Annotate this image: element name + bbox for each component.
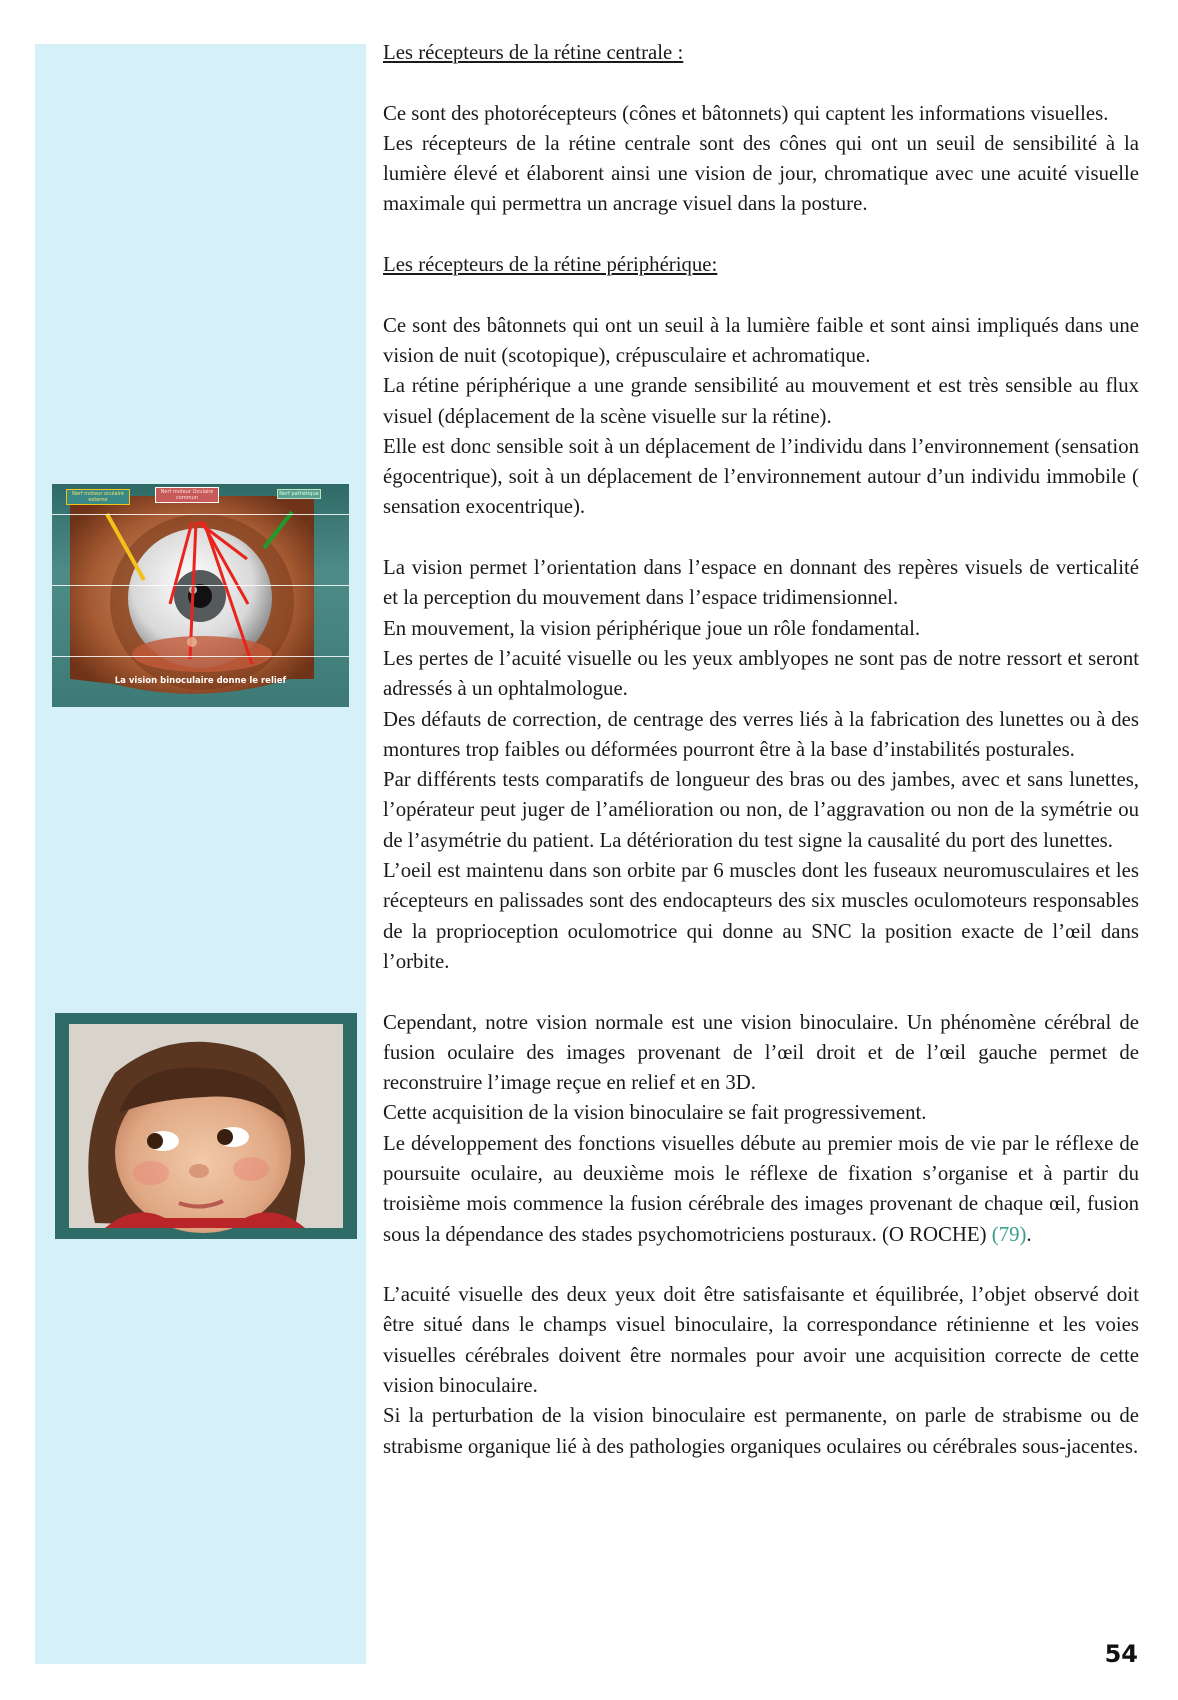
paragraph: Ce sont des bâtonnets qui ont un seuil à la lumière faible et sont ainsi impliqués dans une vision de nuit (scotopique), crépusculaire et achromatique. bbox=[383, 313, 1139, 367]
paragraph: Elle est donc sensible soit à un déplacement de l’individu dans l’environnement (sensation égocentrique), soit à un déplacement de l’environnement autour d’un individu immobile ( sensation exocentrique). bbox=[383, 434, 1139, 519]
page-number: 54 bbox=[1104, 1640, 1138, 1668]
eye-illustration bbox=[52, 484, 349, 707]
period: . bbox=[1026, 1222, 1032, 1246]
sidebar-panel bbox=[35, 44, 366, 1664]
figure-caption: La vision binoculaire donne le relief bbox=[114, 676, 287, 686]
paragraph: Des défauts de correction, de centrage des verres liés à la fabrication des lunettes ou à des montures trop faibles ou déformées pourront être à la base d’instabilités posturales. bbox=[383, 707, 1139, 761]
eye-muscles-figure bbox=[52, 484, 349, 707]
nerve-label-pathetic: Nerf pathétique bbox=[277, 489, 321, 499]
child-strabismus-photo bbox=[55, 1013, 357, 1239]
paragraph: Cependant, notre vision normale est une vision binoculaire. Un phénomène cérébral de fusion oculaire des images provenant de l’œil droit et de l’œil gauche permet de reconstruire l’image reçue en relief et en 3D. bbox=[383, 1010, 1139, 1095]
paragraph: Cette acquisition de la vision binoculaire se fait progressivement. bbox=[383, 1101, 927, 1125]
paragraph: La vision permet l’orientation dans l’espace en donnant des repères visuels de verticalité et la perception du mouvement dans l’espace tridimensionnel. bbox=[383, 556, 1139, 610]
child-photo-illustration bbox=[55, 1013, 357, 1239]
paragraph: La rétine périphérique a une grande sensibilité au mouvement et est très sensible au flux visuel (déplacement de la scène visuelle sur la rétine). bbox=[383, 374, 1139, 428]
paragraph: Par différents tests comparatifs de longueur des bras ou des jambes, avec et sans lunettes, l’opérateur peut juger de l’amélioration ou non, de l’aggravation ou non de la symétrie ou de l’asymétrie du patient. La détérioration du test signe la causalité du port des lunettes. bbox=[383, 768, 1139, 852]
paragraph: Si la perturbation de la vision binoculaire est permanente, on parle de strabisme ou de strabisme organique lié à des pathologies organiques oculaires ou cérébrales sous-jacentes. bbox=[383, 1404, 1139, 1458]
paragraph: Ce sont des photorécepteurs (cônes et bâtonnets) qui captent les informations visuelles. bbox=[383, 101, 1109, 125]
heading-peripheral-retina: Les récepteurs de la rétine périphérique: bbox=[383, 253, 718, 277]
nerve-label-external: Nerf moteur oculaire externe bbox=[66, 489, 130, 505]
citation-link[interactable]: (79) bbox=[991, 1222, 1027, 1246]
paragraph-text: Le développement des fonctions visuelles débute au premier mois de vie par le réflexe de poursuite oculaire, au deuxième mois le réflexe de fixation s’organise et à partir du troisième mois commence la fusion cérébrale des images provenant de chaque œil, fusion sous la dépendance des stades psychomotriciens posturaux. (O ROCHE) bbox=[383, 1131, 1139, 1246]
heading-central-retina: Les récepteurs de la rétine centrale : bbox=[383, 41, 684, 64]
paragraph: Les récepteurs de la rétine centrale sont des cônes qui ont un seuil de sensibilité à la lumière élevé et élaborent ainsi une vision de jour, chromatique avec une acuité visuelle maximale qui permettra un ancrage visuel dans la posture. bbox=[383, 131, 1139, 216]
main-text bbox=[383, 38, 1139, 1462]
paragraph: L’acuité visuelle des deux yeux doit être satisfaisante et équilibrée, l’objet observé doit être situé dans le champs visuel binoculaire, la correspondance rétinienne et les voies visuelles cérébrales doivent être normales pour avoir une acquisition correcte de cette vision binoculaire. bbox=[383, 1283, 1139, 1398]
paragraph: En mouvement, la vision périphérique joue un rôle fondamental. bbox=[383, 616, 921, 640]
paragraph: L’oeil est maintenu dans son orbite par 6 muscles dont les fuseaux neuromusculaires et les récepteurs en palissades sont des endocapteurs des six muscles oculomoteurs responsables de la proprioception oculomotrice qui donne au SNC la position exacte de l’œil dans l’orbite. bbox=[383, 859, 1139, 973]
paragraph: Les pertes de l’acuité visuelle ou les yeux amblyopes ne sont pas de notre ressort et seront adressés à un ophtalmologue. bbox=[383, 646, 1139, 701]
nerve-label-common: Nerf moteur Oculaire commun bbox=[155, 487, 219, 503]
paragraph bbox=[383, 1129, 1139, 1250]
